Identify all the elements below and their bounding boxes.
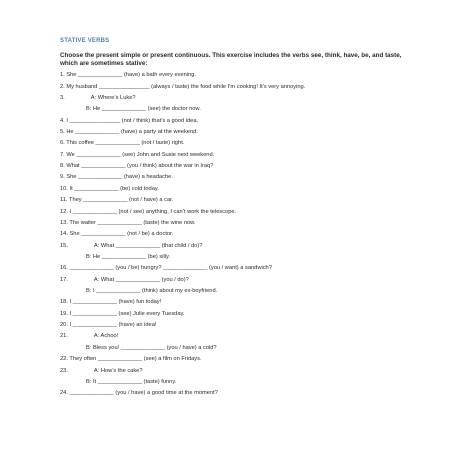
exercise-line [60, 232, 412, 238]
exercise-text: B: He ______________ (see) the doctor now. [86, 106, 201, 113]
exercise-line [60, 175, 412, 181]
exercise-text: A: What ______________ (that child / do)? [93, 242, 203, 249]
exercise-line [60, 357, 412, 363]
exercise-number: 17. [60, 276, 68, 283]
exercise-number: 14. [60, 231, 70, 238]
exercise-text: A: How’s the cake? [93, 367, 143, 374]
exercise-line [60, 164, 412, 170]
exercise-line [60, 85, 412, 91]
exercise-number: 11. [60, 197, 69, 204]
exercise-line [60, 153, 412, 159]
exercise-number: 20. [60, 322, 70, 329]
exercise-line [60, 266, 412, 272]
exercise-text: ______________ (you / have) a good time at the moment? [69, 390, 218, 397]
exercise-number: 1. [60, 72, 67, 79]
exercise-number: 12. [60, 208, 70, 215]
exercise-number: 6. [60, 140, 67, 147]
exercise-number: 7. [60, 151, 67, 158]
exercise-line [60, 334, 412, 340]
exercise-text: He ______________ (have) a party at the weekend. [66, 128, 198, 135]
exercise-text: She ______________ (have) a bath every evening. [66, 72, 196, 79]
exercise-line [60, 96, 412, 102]
exercise-line [60, 221, 412, 227]
exercise-line [60, 244, 412, 250]
exercise-line [60, 187, 412, 193]
exercise-line [60, 369, 412, 375]
exercise-text: B: I ______________ (think) about my ex-boyfriend. [86, 288, 218, 295]
exercise-text: B: It ______________ (taste) funny. [86, 378, 177, 385]
exercise-text: B: He ______________ (be) silly. [86, 253, 170, 260]
worksheet-title: STATIVE VERBS [60, 38, 110, 44]
exercise-number: 4. [60, 117, 67, 124]
exercise-number: 24. [60, 390, 70, 397]
exercise-number: 2. [60, 83, 67, 90]
exercise-text: ______________ (you / be) hungry? ______________ (you / want) a sandwich? [69, 265, 272, 272]
exercise-number: 19. [60, 310, 70, 317]
exercise-text: They often ______________ (see) a film on Fridays. [69, 356, 202, 363]
exercise-text: She ______________ (have) a headache. [66, 174, 173, 181]
exercise-number: 13. [60, 219, 70, 226]
exercise-text: We ______________ (see) John and Susie next weekend. [66, 151, 215, 158]
exercise-list [60, 73, 412, 397]
exercise-line [60, 107, 412, 113]
exercise-number: 15. [60, 242, 68, 249]
exercise-line [60, 323, 412, 329]
exercise-line [60, 210, 412, 216]
exercise-line [60, 346, 412, 352]
exercise-line [60, 73, 412, 79]
exercise-text: A: Achoo! [93, 333, 119, 340]
exercise-text: This coffee ______________ (not / taste) right. [66, 140, 185, 147]
exercise-text: I ________________ (not / think) that’s a good idea. [66, 117, 199, 124]
exercise-text: My husband ________________ (always / taste) the food while I’m cooking! It’s very annoying. [66, 83, 306, 90]
exercise-text: A: Where’s Luke? [90, 94, 136, 101]
exercise-text: They ______________ (not / have) a car. [68, 197, 174, 204]
worksheet-instructions: Choose the present simple or present continuous. This exercise includes the verbs see, think, have, be, and taste, which are sometimes stative: [60, 52, 402, 67]
exercise-number: 23. [60, 367, 68, 374]
exercise-line [60, 119, 412, 125]
exercise-text: It ______________ (be) cold today. [69, 185, 159, 192]
exercise-text: B: Bless you! ______________ (you / have) a cold? [86, 344, 217, 351]
exercise-text: I ______________ (have) fun today! [69, 299, 162, 306]
exercise-number: 8. [60, 163, 67, 170]
exercise-number: 21. [60, 333, 68, 340]
exercise-number: 5. [60, 128, 67, 135]
exercise-line [60, 198, 412, 204]
exercise-text: I ______________ (not / see) anything, I can’t work the telescope. [69, 208, 237, 215]
exercise-line [60, 278, 412, 284]
exercise-text: I ______________ (have) an idea! [69, 322, 157, 329]
exercise-number: 18. [60, 299, 70, 306]
exercise-line [60, 312, 412, 318]
exercise-text: I ______________ (see) Julie every Tuesday. [69, 310, 185, 317]
exercise-line [60, 255, 412, 261]
exercise-line [60, 380, 412, 386]
exercise-text: The waiter ______________ (taste) the wine now. [69, 219, 196, 226]
exercise-line [60, 289, 412, 295]
exercise-number: 3. [60, 94, 65, 101]
exercise-line [60, 391, 412, 397]
exercise-number: 22. [60, 356, 70, 363]
exercise-number: 9. [60, 174, 67, 181]
exercise-line [60, 300, 412, 306]
exercise-line [60, 141, 412, 147]
exercise-text: What ______________ (you / think) about the war in Iraq? [66, 163, 214, 170]
exercise-number: 10. [60, 185, 70, 192]
exercise-text: A: What ______________ (you / do)? [93, 276, 189, 283]
exercise-line [60, 130, 412, 136]
exercise-number: 16. [60, 265, 70, 272]
exercise-text: She ______________ (not / be) a doctor. [69, 231, 174, 238]
